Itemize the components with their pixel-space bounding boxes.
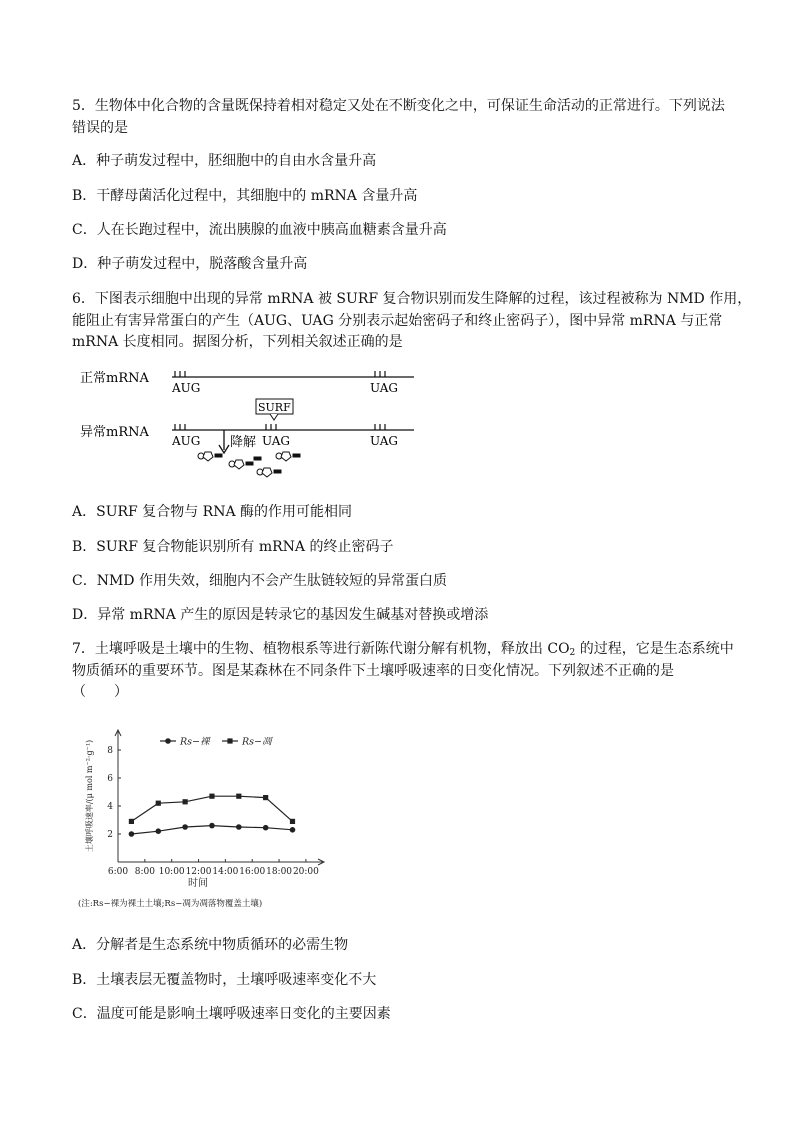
x-tick-label: 20:00 — [292, 867, 319, 877]
q5-option-d: D．种子萌发过程中，脱落酸含量升高 — [72, 256, 308, 272]
data-point-square — [209, 794, 214, 799]
data-point-circle — [290, 827, 296, 833]
data-point-circle — [155, 828, 161, 834]
y-tick-label: 2 — [107, 830, 113, 840]
premature-uag-label: UAG — [262, 434, 290, 448]
y-tick-label: 4 — [107, 802, 113, 812]
q7-stem-line1: 7．土壤呼吸是土壤中的生物、植物根系等进行新陈代谢分解有机物，释放出 $CO_2$ 的过程，它是生态系统中 — [72, 641, 734, 658]
chart-note: (注:Rs−裸为裸土土壤;Rs−凋为凋落物覆盖土壤) — [78, 899, 263, 909]
normal-uag-label: UAG — [370, 381, 398, 395]
soil-respiration-chart — [72, 716, 342, 916]
normal-aug-ticks — [175, 371, 185, 377]
q6-stem-line3: mRNA 长度相同。据图分析，下列相关叙述正确的是 — [72, 334, 403, 350]
legend-marker-square — [227, 738, 232, 743]
data-point-circle — [129, 831, 135, 837]
abnormal-aug-label: AUG — [172, 434, 201, 448]
q6-option-a: A．SURF 复合物与 RNA 酶的作用可能相同 — [72, 504, 353, 520]
surf-label: SURF — [258, 401, 291, 414]
x-tick-label: 12:00 — [185, 867, 212, 877]
normal-aug-label: AUG — [172, 381, 201, 395]
x-tick-label: 14:00 — [212, 867, 239, 877]
legend-marker-circle — [165, 738, 171, 744]
q5-option-a: A．种子萌发过程中，胚细胞中的自由水含量升高 — [72, 153, 377, 169]
q6-option-c: C．NMD 作用失效，细胞内不会产生肽链较短的异常蛋白质 — [72, 573, 447, 589]
x-tick-label: 18:00 — [266, 867, 293, 877]
data-point-square — [129, 819, 134, 824]
data-point-square — [263, 795, 268, 800]
surf-pointer — [270, 414, 278, 420]
q5-stem-line2: 错误的是 — [72, 120, 128, 136]
chart-axes — [115, 730, 324, 865]
q5-stem-line1: 5．生物体中化合物的含量既保持着相对稳定又处在不断变化之中，可保证生命活动的正常进行。下列说法 — [72, 98, 725, 114]
normal-mrna-label: 正常mRNA — [80, 371, 149, 386]
abnormal-aug-ticks — [175, 424, 185, 430]
abnormal-uag-ticks — [375, 424, 385, 430]
premature-uag-ticks — [266, 424, 276, 430]
q7-option-a: A．分解者是生态系统中物质循环的必需生物 — [72, 937, 349, 953]
chart-labels — [78, 737, 319, 910]
data-point-square — [156, 801, 161, 806]
nucleotide-fragments — [198, 452, 300, 477]
legend-label-0: Rs−裸 — [180, 736, 210, 748]
legend-label-1: Rs−凋 — [242, 736, 272, 748]
data-point-circle — [209, 823, 215, 829]
y-axis-title: 土壤呼吸速率/(μ mol m⁻²·g⁻¹) — [85, 739, 94, 853]
q6-option-d: D．异常 mRNA 产生的原因是转录它的基因发生碱基对替换或增添 — [72, 607, 489, 623]
y-tick-label: 8 — [107, 746, 113, 756]
q7-option-b: B．土壤表层无覆盖物时，土壤呼吸速率变化不大 — [72, 972, 377, 988]
normal-uag-ticks — [375, 371, 385, 377]
data-point-square — [236, 794, 241, 799]
q6-stem-line2: 能阻止有害异常蛋白的产生（AUG、UAG 分别表示起始密码子和终止密码子），图中异常 mRNA 与正常 — [72, 313, 723, 329]
x-tick-label: 6:00 — [107, 867, 129, 877]
abnormal-mrna-label: 异常mRNA — [80, 425, 149, 440]
degrade-label: 降解 — [230, 435, 257, 450]
q5-option-b: B．干酵母菌活化过程中，其细胞中的 mRNA 含量升高 — [72, 188, 418, 204]
y-tick-label: 6 — [107, 774, 113, 784]
x-axis-title: 时间 — [188, 878, 208, 889]
q7-stem-line3: （ ） — [72, 684, 128, 700]
data-point-circle — [263, 825, 269, 831]
data-point-circle — [182, 824, 188, 830]
abnormal-uag-label: UAG — [370, 434, 398, 448]
q6-stem-line1: 6．下图表示细胞中出现的异常 mRNA 被 SURF 复合物识别而发生降解的过程，该过程被称为 NMD 作用， — [72, 291, 752, 307]
nmd-diagram — [74, 364, 424, 484]
x-tick-label: 10:00 — [158, 867, 185, 877]
x-tick-label: 16:00 — [239, 867, 266, 877]
data-point-square — [290, 819, 295, 824]
series-line-1 — [131, 796, 292, 821]
q7-stem-line2: 物质循环的重要环节。图是某森林在不同条件下土壤呼吸速率的日变化情况。下列叙述不正确的是 — [72, 663, 674, 679]
chart-marks — [129, 794, 296, 837]
data-point-square — [183, 799, 188, 804]
q6-option-b: B．SURF 复合物能识别所有 mRNA 的终止密码子 — [72, 539, 394, 555]
q7-option-c: C．温度可能是影响土壤呼吸速率日变化的主要因素 — [72, 1006, 391, 1022]
x-tick-label: 8:00 — [134, 867, 155, 877]
q5-option-c: C．人在长跑过程中，流出胰腺的血液中胰高血糖素含量升高 — [72, 222, 447, 238]
data-point-circle — [236, 824, 242, 830]
